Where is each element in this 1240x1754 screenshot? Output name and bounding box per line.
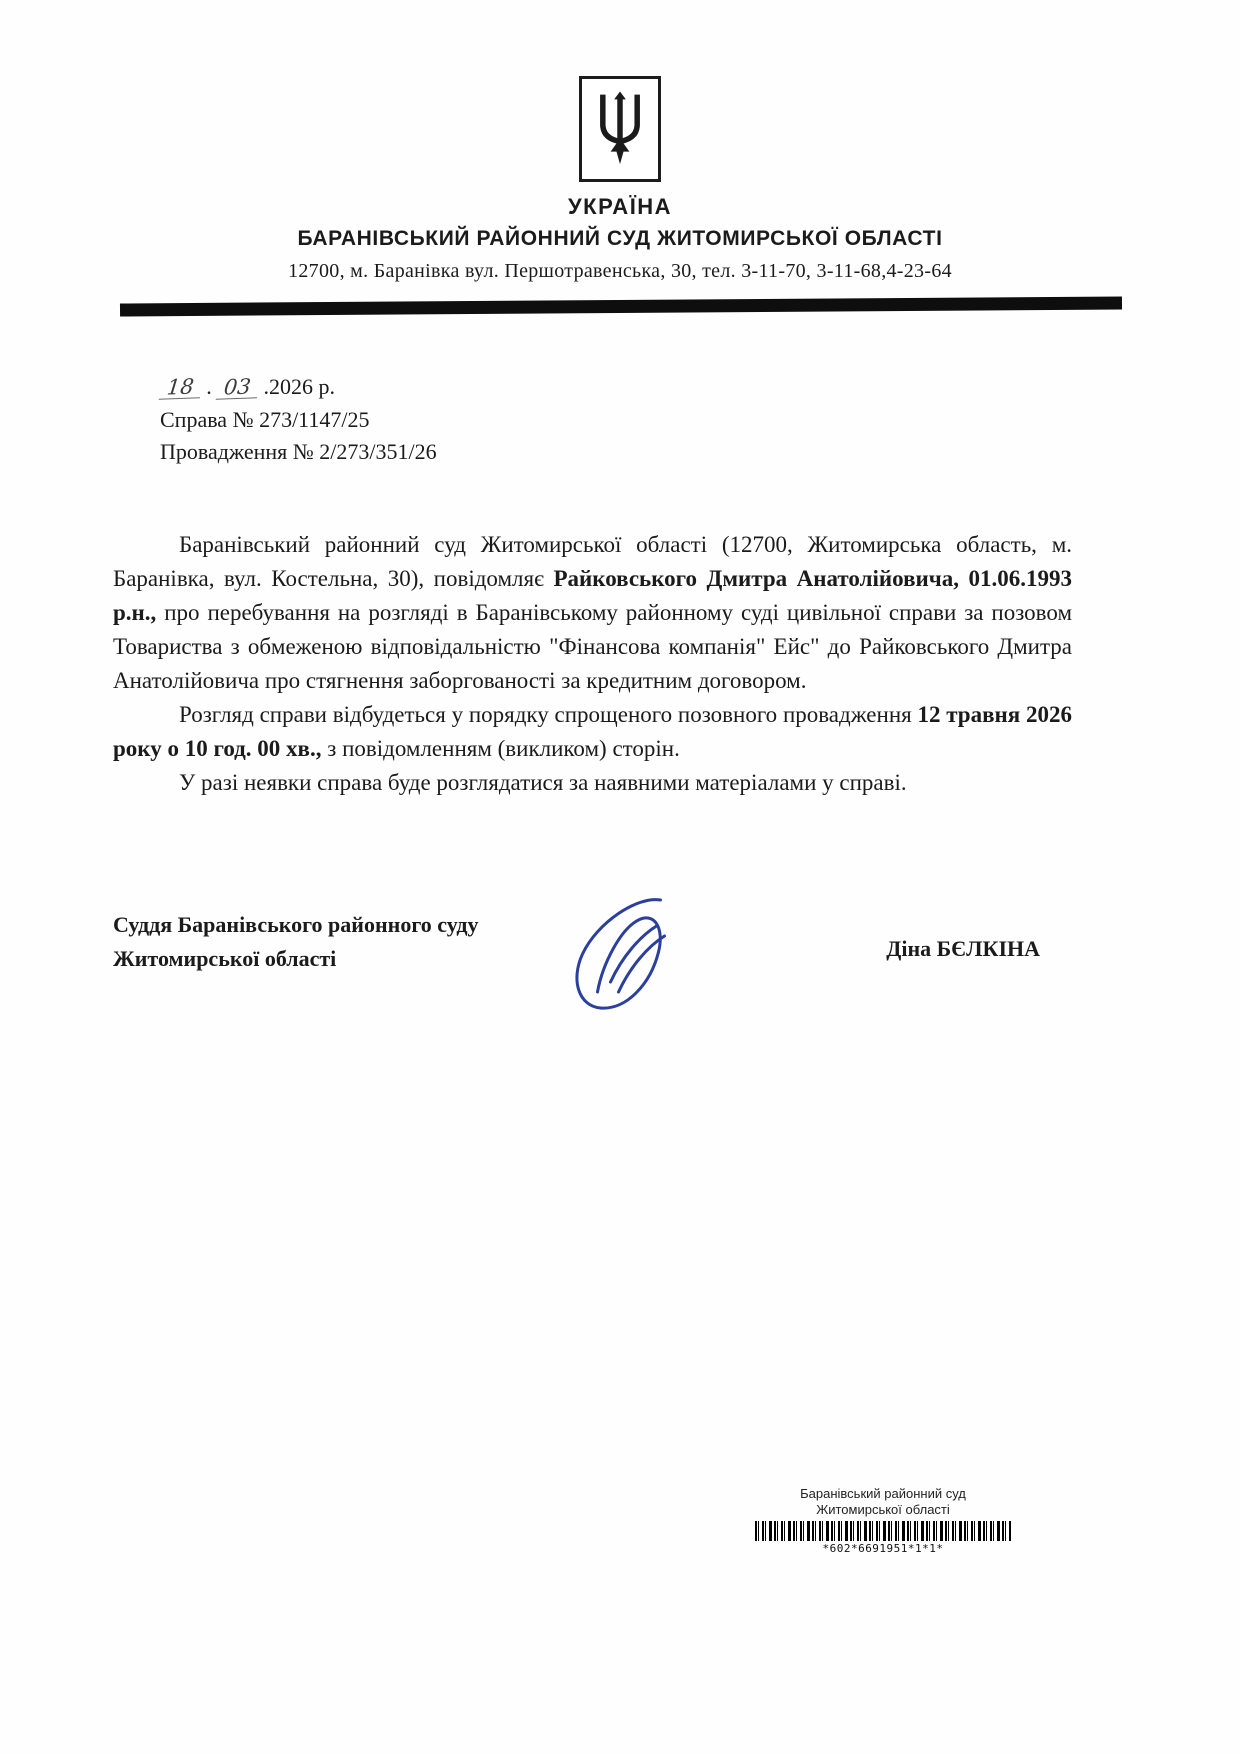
p1-text: Баранівський районний суд Житомирської області (12700, Житомирська область, м. Баранівка, вул. Костельна, 30), повідомляє [113,532,1072,591]
p1-defendant-name: Райковського Дмитра Анатолійовича, 01.06.1993 р.н., [113,566,1072,625]
letter-body [113,528,1072,800]
handwritten-month: 03 [216,375,259,399]
judge-title-line1: Суддя Баранівського районного суду [113,912,479,937]
case-meta [160,371,1240,468]
paragraph-notification [113,528,1072,698]
proceeding-number: Провадження № 2/273/351/26 [160,439,437,464]
p2-hearing-datetime: 12 травня 2026 року о 10 год. 00 хв., [113,702,1072,761]
country-title: УКРАЇНА [567,194,673,219]
p2-text-continued: з повідомленням (викликом) сторін. [321,736,680,761]
handwritten-day: 18 [159,375,202,399]
case-number: Справа № 273/1147/25 [160,407,370,432]
court-address: 12700, м. Баранівка вул. Першотравенська, 30, тел. 3-11-70, 3-11-68,4-23-64 [288,260,952,282]
judge-title-line2: Житомирської області [113,946,337,971]
judge-name: Діна БЄЛКІНА [886,936,1040,961]
judge-title [113,908,478,976]
paragraph-hearing [113,698,1072,766]
coat-of-arms-box [579,76,661,182]
ukraine-trident-icon [595,90,645,168]
p1-text-continued: про перебування на розгляді в Баранівському районному суді цивільної справи за позовом Товариства з обмеженою відповідальністю "Фінансова компанія" Ейс" до Райковського Дмитра Анатолійовича про стягнення заборгованості за кредитним договором. [113,600,1072,693]
header-divider-bar [120,297,1122,317]
date-separator: . [200,374,218,399]
date-line [160,371,1240,403]
barcode-code: *602*6691951*1*1* [822,1542,944,1555]
court-registration-stamp [754,1486,1012,1555]
court-name: БАРАНІВСЬКИЙ РАЙОННИЙ СУД ЖИТОМИРСЬКОЇ ОБЛАСТІ [297,227,943,250]
judge-signature-icon [540,890,705,1030]
paragraph-absence-warning: У разі неявки справа буде розглядатися за наявними матеріалами у справі. [179,770,907,795]
signature-strokes [577,900,665,1009]
signature-block [113,908,1040,1030]
barcode [755,1521,1011,1541]
date-year: .2026 р. [257,374,335,399]
stamp-court-line1: Баранівський районний суд [800,1486,966,1501]
stamp-court-line2: Житомирської області [816,1502,950,1517]
p2-text: Розгляд справи відбудеться у порядку спрощеного позовного провадження [179,702,918,727]
